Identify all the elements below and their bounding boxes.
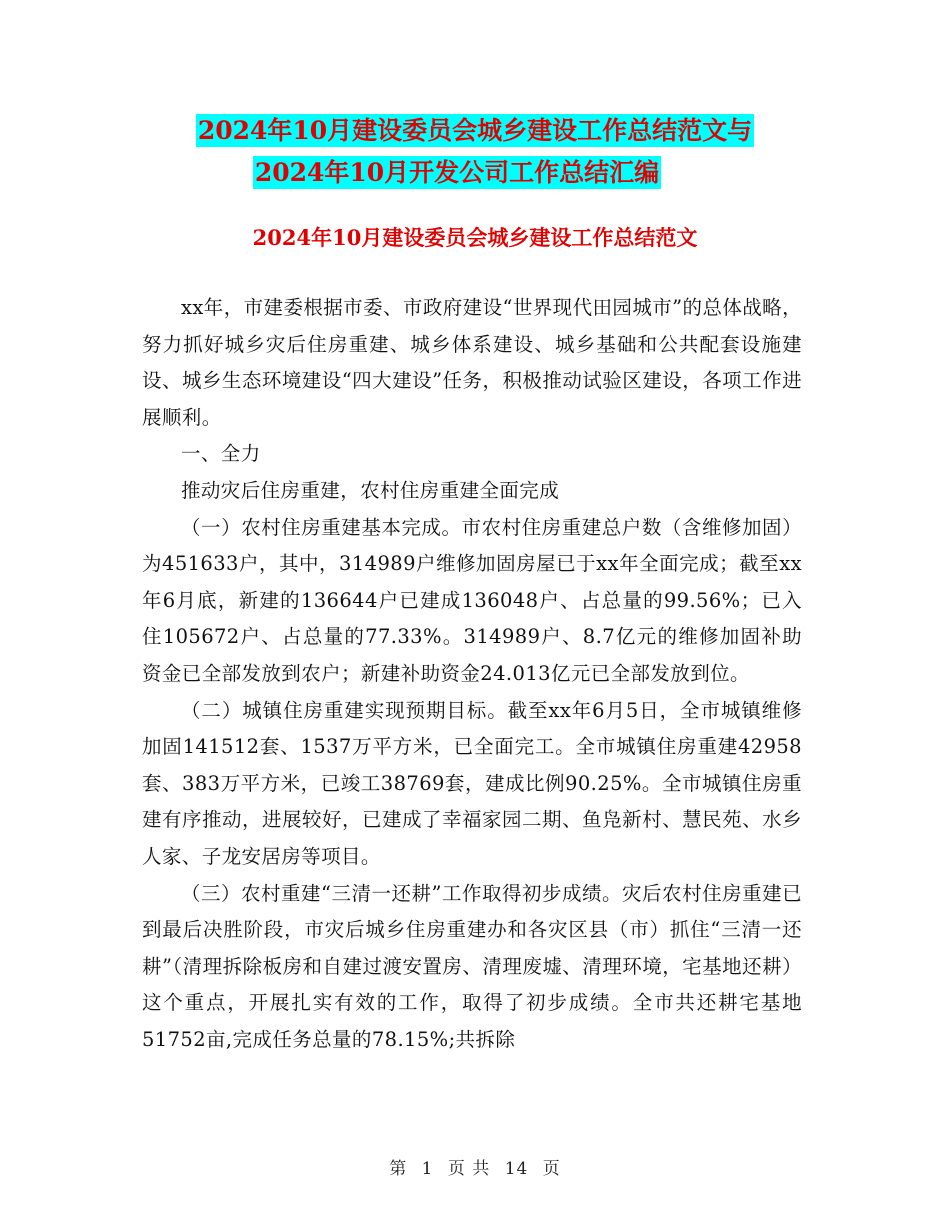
- paragraph-heading-1-cont: 推动灾后住房重建，农村住房重建全面完成: [181, 478, 560, 502]
- document-title-line-1: [0, 110, 950, 152]
- footer-total-pages: 14: [504, 1159, 529, 1179]
- paragraph-urban-housing: （二）城镇住房重建实现预期目标。截至xx年6月5日，全市城镇维修加固141512套、1537万平方米，已全面完工。全市城镇住房重建42958套、383万平方米，已竣工38769套，建成比例90.25%。全市城镇住房重建有序推动，进展较好，已建成了幸福家园二期、鱼凫新村、慧民苑、水乡人家、子龙安居房等项目。: [142, 698, 802, 868]
- paragraph-three-clear: （三）农村重建“三清一还耕”工作取得初步成绩。灾后农村住房重建已到最后决胜阶段，市灾后城乡住房重建办和各灾区县（市）抓住“三清一还耕”（清理拆除板房和自建过渡安置房、清理废墟、清理环境，宅基地还耕）这个重点，开展扎实有效的工作，取得了初步成绩。全市共还耕宅基地51752亩,完成任务总量的78.15%;共拆除: [142, 881, 802, 1051]
- title-line-1-text: 2024年10月建设委员会城乡建设工作总结范文与: [197, 116, 753, 145]
- paragraph-intro: xx年，市建委根据市委、市政府建设“世界现代田园城市”的总体战略，努力抓好城乡灾后住房重建、城乡体系建设、城乡基础和公共配套设施建设、城乡生态环境建设“四大建设”任务，积极推动试验区建设，各项工作进展顺利。: [142, 296, 802, 429]
- paragraph-rural-housing: （一）农村住房重建基本完成。市农村住房重建总户数（含维修加固）为451633户，其中，314989户维修加固房屋已于xx年全面完成；截至xx年6月底，新建的136644户已建成136048户、占总量的99.56%；已入住105672户、占总量的77.33%。314989户、8.7亿元的维修加固补助资金已全部发放到农户；新建补助资金24.013亿元已全部发放到位。: [142, 515, 802, 685]
- document-title-line-2: [0, 152, 932, 194]
- section-title: 2024年10月建设委员会城乡建设工作总结范文: [252, 225, 698, 250]
- paragraph-heading-1: 一、全力: [181, 442, 261, 466]
- footer-page-number: 1: [421, 1159, 434, 1179]
- footer-mid: 页 共: [447, 1159, 491, 1179]
- footer-suffix: 页: [542, 1159, 561, 1179]
- page-footer: [0, 1154, 950, 1179]
- document-body: [142, 290, 802, 1058]
- footer-prefix: 第: [389, 1159, 408, 1179]
- title-line-2-text: 2024年10月开发公司工作总结汇编: [254, 158, 660, 187]
